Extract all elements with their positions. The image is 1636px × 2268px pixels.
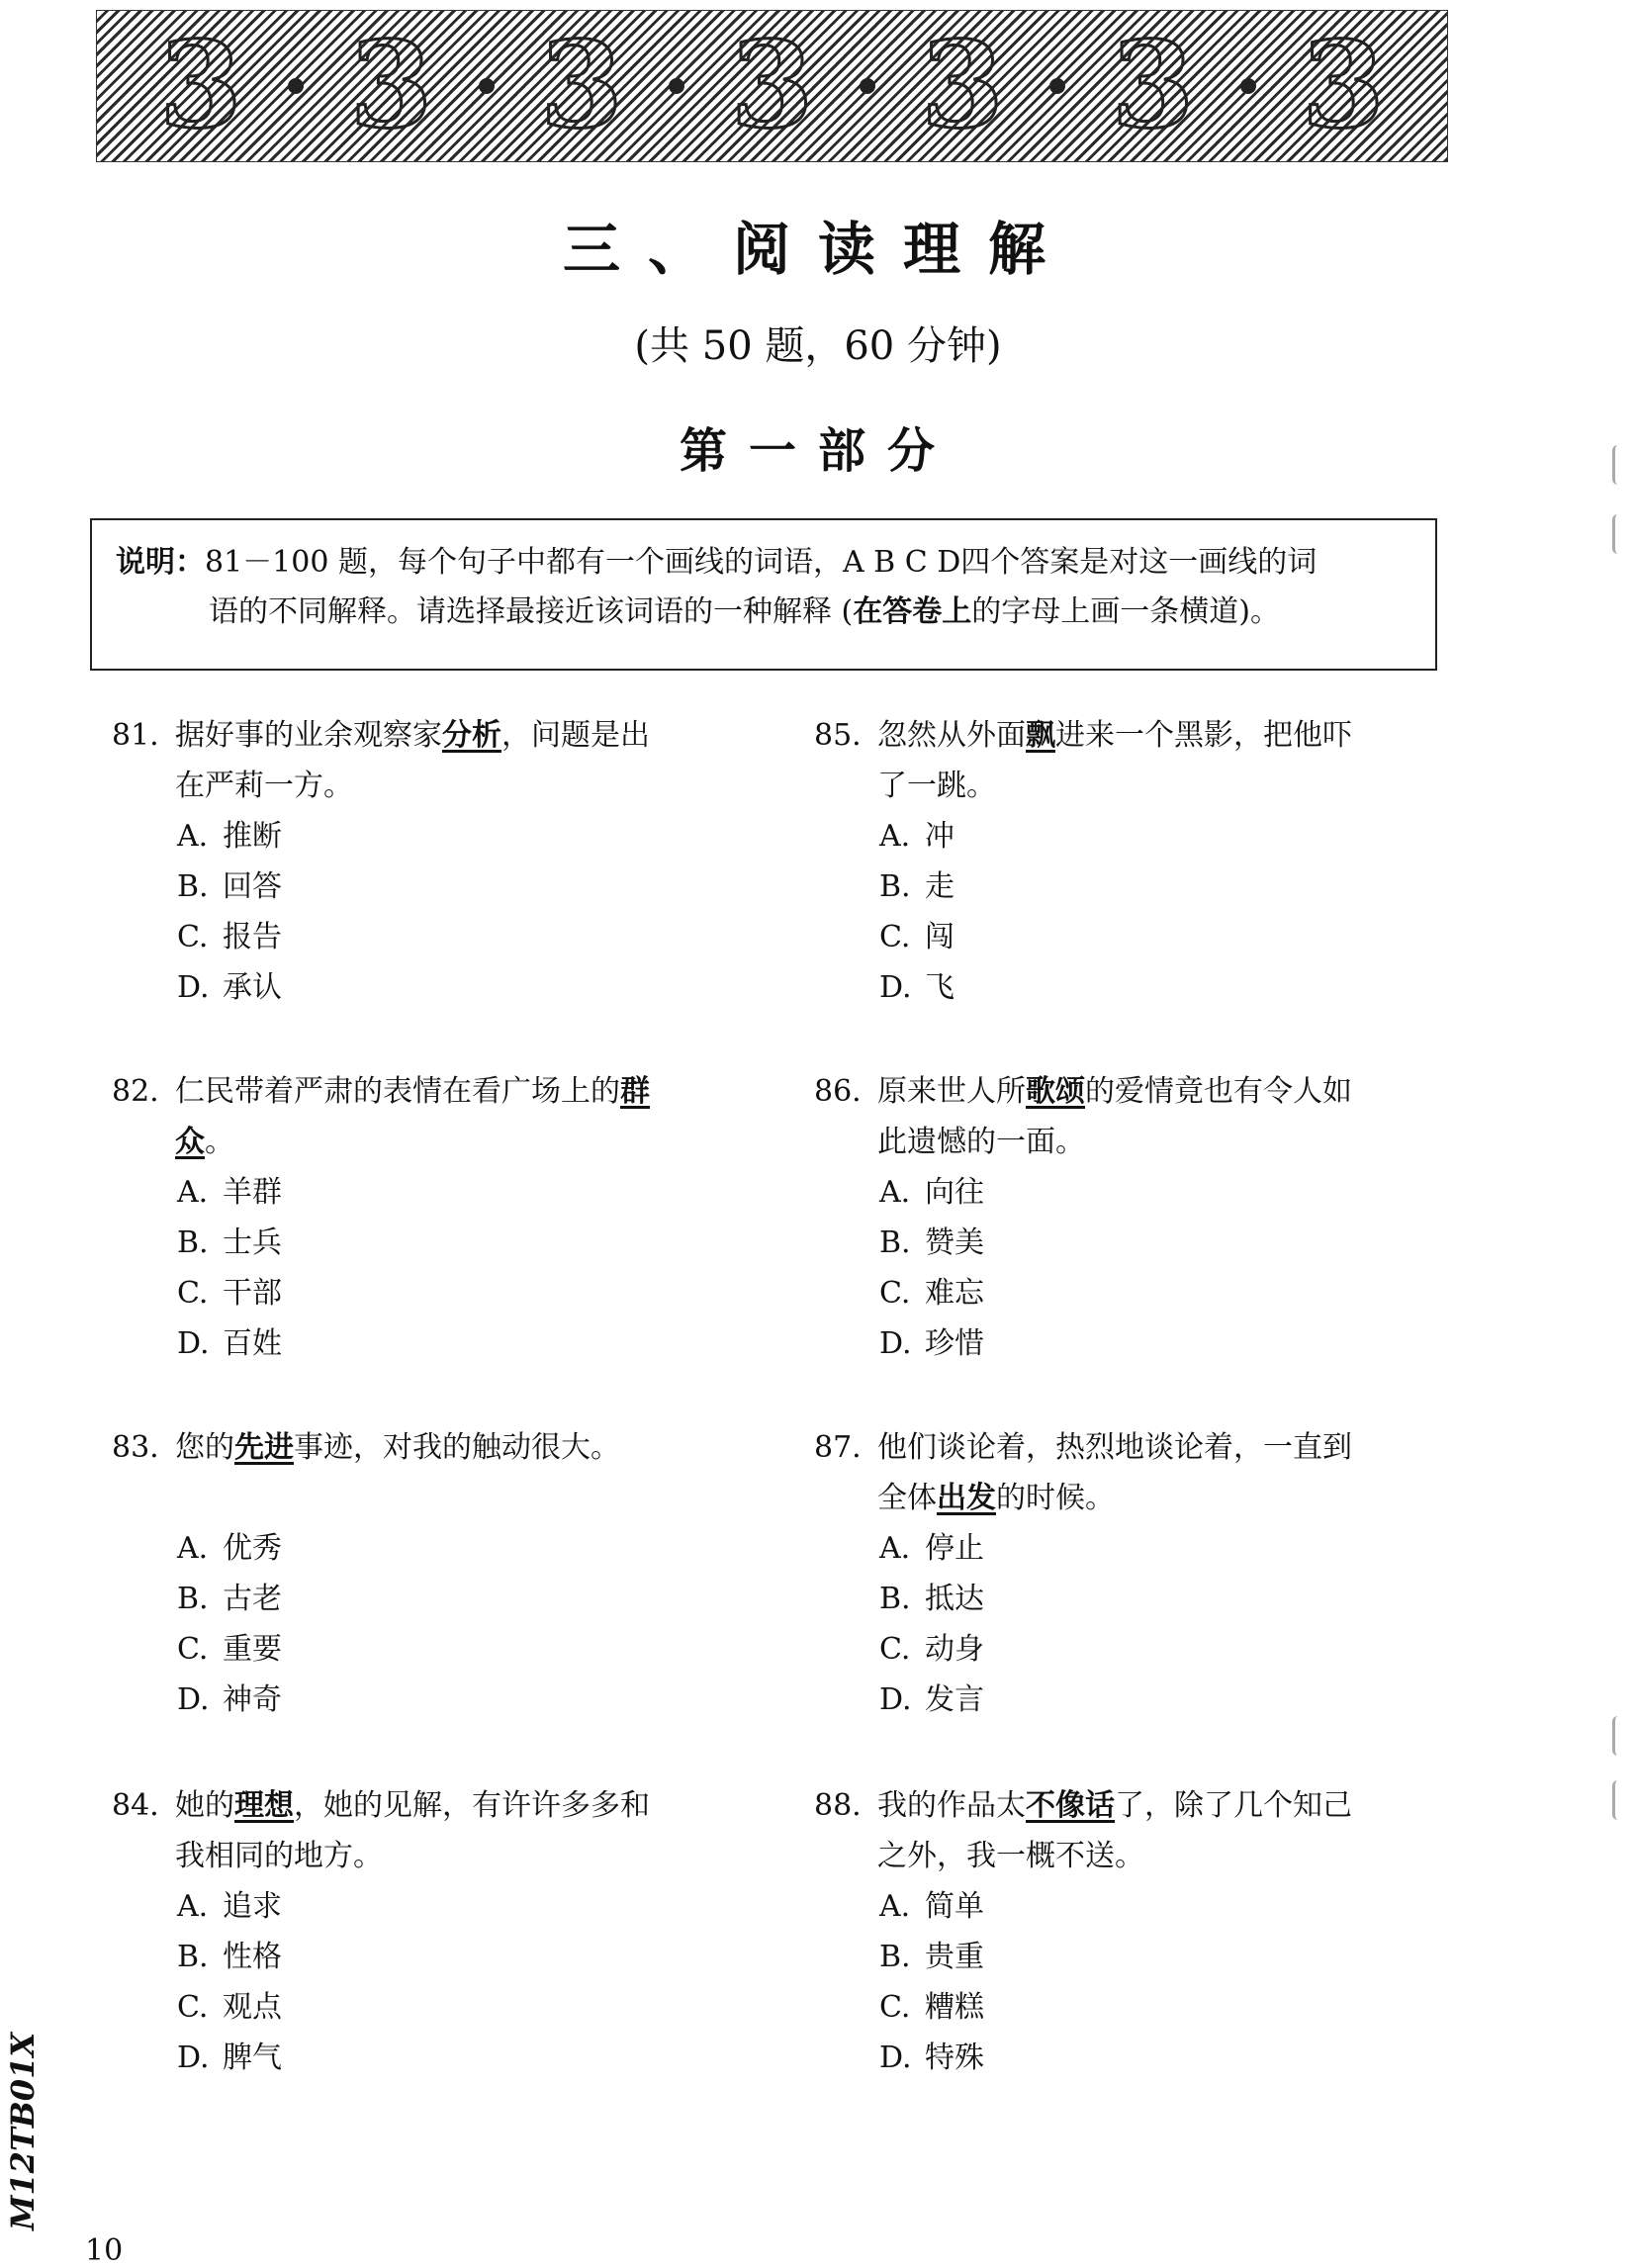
option-letter: D. <box>879 1682 912 1717</box>
option-b[interactable] <box>112 1932 666 1982</box>
question-88 <box>814 1780 1368 2083</box>
stem-text: 原来世人所 <box>877 1074 1026 1109</box>
question-number: 83. <box>112 1430 159 1465</box>
option-letter: A. <box>177 1531 209 1566</box>
option-d[interactable] <box>814 1318 1368 1369</box>
option-text: 士兵 <box>223 1225 282 1260</box>
option-text: 重要 <box>223 1632 282 1667</box>
option-text: 停止 <box>925 1531 984 1566</box>
question-number: 81. <box>112 718 159 753</box>
option-letter: B. <box>177 1940 209 1974</box>
option-d[interactable] <box>814 962 1368 1013</box>
option-text: 糟糕 <box>925 1990 984 2025</box>
option-letter: C. <box>177 1632 209 1667</box>
instructions-text-2a: 语的不同解释。请选择最接近该词语的一种解释 ( <box>209 594 854 629</box>
option-d[interactable] <box>112 2033 666 2083</box>
option-text: 回答 <box>223 869 282 904</box>
option-text: 追求 <box>223 1889 282 1924</box>
option-letter: D. <box>177 970 210 1005</box>
option-text: 走 <box>925 869 954 904</box>
option-d[interactable] <box>112 1318 666 1369</box>
option-text: 观点 <box>223 1990 282 2025</box>
decorative-banner <box>96 10 1448 162</box>
instructions-line-2 <box>116 588 1411 637</box>
stem-text: 他们谈论着，热烈地谈论着，一直到全体 <box>877 1430 1352 1515</box>
question-stem <box>112 1066 666 1167</box>
option-text: 古老 <box>223 1582 282 1616</box>
question-number: 87. <box>814 1430 862 1465</box>
option-text: 珍惜 <box>925 1326 984 1361</box>
banner-digit: 3 <box>540 16 623 155</box>
underlined-word: 飘 <box>1026 718 1055 753</box>
stem-text: 她的 <box>175 1788 234 1823</box>
option-letter: C. <box>879 920 911 954</box>
question-82 <box>112 1066 666 1369</box>
option-text: 推断 <box>223 819 282 854</box>
binding-mark <box>1612 1716 1623 1756</box>
option-c[interactable] <box>814 1982 1368 2033</box>
option-a[interactable] <box>112 1167 666 1218</box>
option-d[interactable] <box>112 1675 666 1725</box>
option-letter: B. <box>879 1582 911 1616</box>
option-a[interactable] <box>814 1523 1368 1574</box>
instructions-text-2b: 的字母上画一条横道)。 <box>971 594 1280 629</box>
option-letter: D. <box>879 2041 912 2075</box>
underlined-word: 分析 <box>442 718 501 753</box>
question-87 <box>814 1422 1368 1725</box>
option-text: 贵重 <box>925 1940 984 1974</box>
question-stem <box>814 1066 1368 1167</box>
instructions-line-1 <box>116 538 1411 588</box>
banner-digit: 3 <box>1111 16 1195 155</box>
option-letter: D. <box>177 1682 210 1717</box>
banner-digit: 3 <box>730 16 814 155</box>
option-c[interactable] <box>814 1624 1368 1675</box>
banner-digit: 3 <box>921 16 1004 155</box>
section-subtitle: (共 50 题，60 分钟) <box>634 323 1002 369</box>
option-c[interactable] <box>112 912 666 962</box>
banner-dot <box>669 78 684 94</box>
underlined-word: 歌颂 <box>1026 1074 1085 1109</box>
option-letter: B. <box>177 1225 209 1260</box>
option-letter: A. <box>177 1175 209 1210</box>
option-letter: C. <box>177 1990 209 2025</box>
instructions-label: 说明： <box>116 545 205 580</box>
option-letter: B. <box>177 1582 209 1616</box>
option-text: 性格 <box>223 1940 282 1974</box>
option-letter: C. <box>879 1276 911 1311</box>
option-letter: A. <box>879 1531 911 1566</box>
question-83 <box>112 1422 666 1725</box>
option-c[interactable] <box>112 1982 666 2033</box>
option-text: 赞美 <box>925 1225 984 1260</box>
banner-dot <box>288 78 304 94</box>
option-b[interactable] <box>112 862 666 912</box>
option-text: 干部 <box>223 1276 282 1311</box>
question-stem <box>814 710 1368 811</box>
option-letter: A. <box>177 819 209 854</box>
option-text: 抵达 <box>925 1582 984 1616</box>
option-letter: B. <box>177 869 209 904</box>
option-a[interactable] <box>814 811 1368 862</box>
underlined-word: 群众 <box>175 1074 650 1159</box>
stem-text: 忽然从外面 <box>877 718 1026 753</box>
option-text: 神奇 <box>223 1682 282 1717</box>
stem-text: 。 <box>205 1125 234 1159</box>
option-text: 报告 <box>223 920 282 954</box>
stem-text: ，她的见解，有许许多多和我相同的地方。 <box>175 1788 650 1873</box>
banner-digit: 3 <box>159 16 242 155</box>
option-letter: D. <box>177 1326 210 1361</box>
option-text: 羊群 <box>223 1175 282 1210</box>
underlined-word: 理想 <box>234 1788 294 1823</box>
option-letter: A. <box>879 819 911 854</box>
section-title: 三、阅读理解 <box>562 216 1073 283</box>
banner-digit: 3 <box>349 16 433 155</box>
option-letter: A. <box>177 1889 209 1924</box>
stem-text: 进来一个黑影，把他吓了一跳。 <box>877 718 1352 803</box>
option-b[interactable] <box>112 1218 666 1268</box>
stem-text: 您的 <box>175 1430 234 1465</box>
stem-text: 的爱情竟也有令人如此遗憾的一面。 <box>877 1074 1352 1159</box>
option-letter: B. <box>879 1940 911 1974</box>
option-b[interactable] <box>112 1574 666 1624</box>
option-text: 承认 <box>223 970 282 1005</box>
option-b[interactable] <box>814 862 1368 912</box>
option-c[interactable] <box>112 1624 666 1675</box>
option-text: 冲 <box>925 819 954 854</box>
stem-text: ，问题是出在严莉一方。 <box>175 718 650 803</box>
option-text: 特殊 <box>925 2041 984 2075</box>
question-85 <box>814 710 1368 1013</box>
option-text: 脾气 <box>223 2041 282 2075</box>
option-d[interactable] <box>814 1675 1368 1725</box>
option-c[interactable] <box>112 1268 666 1318</box>
option-b[interactable] <box>814 1574 1368 1624</box>
option-a[interactable] <box>112 811 666 862</box>
banner-dot <box>479 78 495 94</box>
question-81 <box>112 710 666 1013</box>
option-letter: C. <box>879 1990 911 2025</box>
option-b[interactable] <box>814 1932 1368 1982</box>
option-text: 向往 <box>925 1175 984 1210</box>
option-text: 发言 <box>925 1682 984 1717</box>
option-letter: C. <box>177 920 209 954</box>
option-letter: D. <box>177 2041 210 2075</box>
stem-text: 我的作品太 <box>877 1788 1026 1823</box>
question-84 <box>112 1780 666 2083</box>
question-stem <box>112 710 666 811</box>
option-a[interactable] <box>112 1881 666 1932</box>
banner-digits <box>97 11 1447 161</box>
option-a[interactable] <box>814 1881 1368 1932</box>
option-letter: C. <box>879 1632 911 1667</box>
underlined-word: 先进 <box>234 1430 294 1465</box>
stem-text: 事迹，对我的触动很大。 <box>294 1430 620 1465</box>
binding-mark <box>1612 445 1623 485</box>
option-b[interactable] <box>814 1218 1368 1268</box>
option-a[interactable] <box>112 1523 666 1574</box>
option-letter: D. <box>879 1326 912 1361</box>
question-number: 84. <box>112 1788 159 1823</box>
question-number: 86. <box>814 1074 862 1109</box>
instructions-emphasis: 在答卷上 <box>853 594 972 629</box>
option-letter: A. <box>879 1889 911 1924</box>
question-number: 85. <box>814 718 862 753</box>
part-title: 第一部分 <box>679 423 956 479</box>
option-text: 飞 <box>925 970 954 1005</box>
option-text: 难忘 <box>925 1276 984 1311</box>
stem-text: 的时候。 <box>996 1481 1115 1515</box>
banner-dot <box>860 78 875 94</box>
option-a[interactable] <box>814 1167 1368 1218</box>
question-86 <box>814 1066 1368 1369</box>
option-letter: B. <box>879 869 911 904</box>
stem-text: 了，除了几个知己之外，我一概不送。 <box>877 1788 1352 1873</box>
option-letter: C. <box>177 1276 209 1311</box>
option-text: 动身 <box>925 1632 984 1667</box>
option-letter: B. <box>879 1225 911 1260</box>
option-text: 百姓 <box>223 1326 282 1361</box>
option-c[interactable] <box>814 1268 1368 1318</box>
stem-text: 仁民带着严肃的表情在看广场上的 <box>175 1074 620 1109</box>
question-stem <box>112 1780 666 1881</box>
stem-text: 据好事的业余观察家 <box>175 718 442 753</box>
question-stem <box>112 1422 666 1523</box>
instructions-box <box>90 518 1437 671</box>
banner-dot <box>1240 78 1256 94</box>
binding-mark <box>1612 1780 1623 1820</box>
question-stem <box>814 1780 1368 1881</box>
instructions-text-1: 81－100 题，每个句子中都有一个画线的词语，A B C D四个答案是对这一画线的词 <box>205 545 1318 580</box>
question-number: 82. <box>112 1074 159 1109</box>
underlined-word: 出发 <box>937 1481 996 1515</box>
banner-digit: 3 <box>1302 16 1385 155</box>
option-letter: D. <box>879 970 912 1005</box>
question-number: 88. <box>814 1788 862 1823</box>
option-text: 闯 <box>925 920 954 954</box>
underlined-word: 不像话 <box>1026 1788 1115 1823</box>
banner-dot <box>1049 78 1065 94</box>
question-stem <box>814 1422 1368 1523</box>
option-d[interactable] <box>814 2033 1368 2083</box>
page-number: 10 <box>85 2233 124 2268</box>
binding-mark <box>1612 514 1623 554</box>
option-c[interactable] <box>814 912 1368 962</box>
option-letter: A. <box>879 1175 911 1210</box>
option-text: 简单 <box>925 1889 984 1924</box>
side-code: M12TB01X <box>4 2032 42 2230</box>
option-text: 优秀 <box>223 1531 282 1566</box>
option-d[interactable] <box>112 962 666 1013</box>
